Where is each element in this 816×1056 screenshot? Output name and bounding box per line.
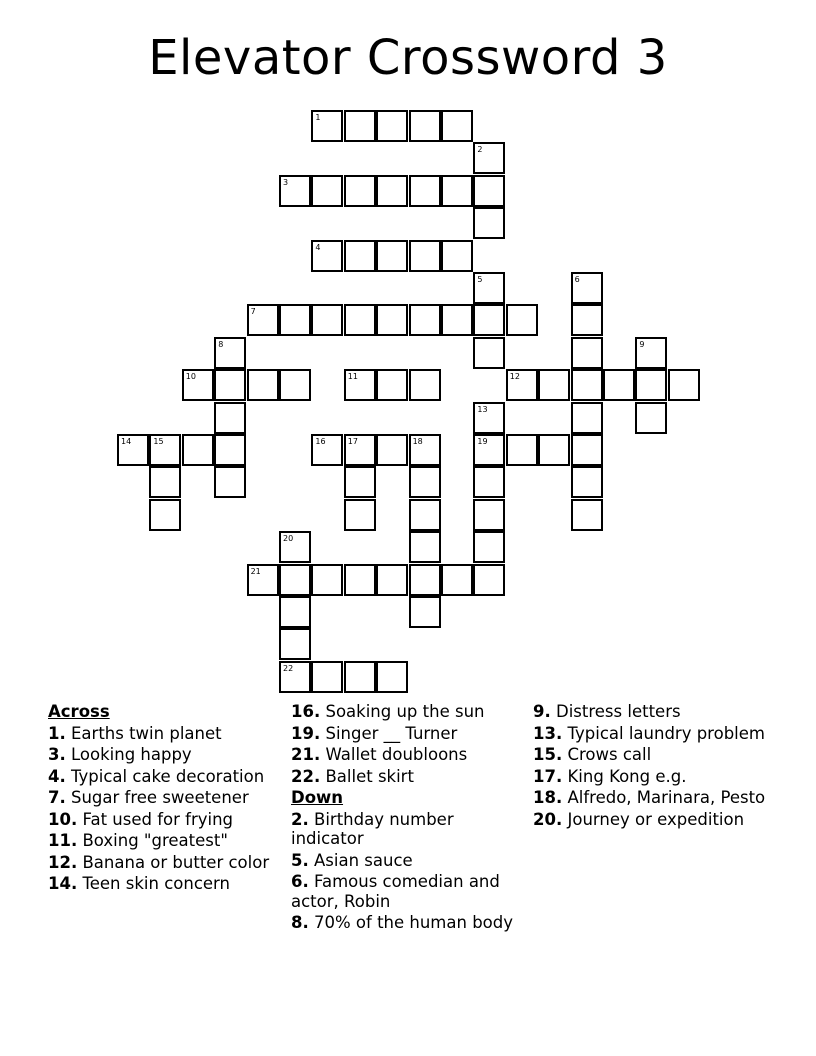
grid-cell[interactable] bbox=[473, 272, 505, 304]
grid-cell[interactable] bbox=[311, 434, 343, 466]
cell-number: 22 bbox=[283, 663, 294, 673]
clue-across-19: 19. Singer __ Turner bbox=[291, 723, 458, 743]
grid-cell[interactable] bbox=[668, 369, 700, 401]
clue-across-12: 12. Banana or butter color bbox=[48, 852, 270, 872]
grid-cell[interactable] bbox=[506, 369, 538, 401]
grid-cell[interactable] bbox=[409, 369, 441, 401]
grid-cell[interactable] bbox=[376, 240, 408, 272]
grid-cell[interactable] bbox=[344, 434, 376, 466]
cell-number: 16 bbox=[315, 437, 326, 446]
grid-cell[interactable] bbox=[473, 402, 505, 434]
grid-cell[interactable] bbox=[344, 304, 376, 336]
cell-number: 2 bbox=[477, 145, 483, 155]
grid-cell[interactable] bbox=[571, 402, 603, 434]
grid-cell[interactable] bbox=[473, 434, 505, 466]
clue-down-13: 13. Typical laundry problem bbox=[533, 723, 765, 743]
grid-cell[interactable] bbox=[409, 110, 441, 142]
grid-cell[interactable] bbox=[344, 564, 376, 596]
grid-cell[interactable] bbox=[214, 434, 246, 466]
cell-number: 8 bbox=[218, 339, 224, 349]
grid-cell[interactable] bbox=[473, 304, 505, 336]
grid-cell[interactable] bbox=[311, 175, 343, 207]
cell-number: 17 bbox=[347, 437, 358, 446]
cell-number: 13 bbox=[477, 404, 488, 414]
grid-cell[interactable] bbox=[279, 369, 311, 401]
cell-number: 20 bbox=[283, 534, 294, 544]
cell-number: 10 bbox=[185, 372, 196, 382]
grid-cell[interactable] bbox=[279, 531, 311, 563]
grid-cell[interactable] bbox=[473, 337, 505, 369]
grid-cell[interactable] bbox=[344, 499, 376, 531]
clue-down-20: 20. Journey or expedition bbox=[533, 809, 745, 829]
grid-cell[interactable] bbox=[409, 240, 441, 272]
down-heading: Down bbox=[291, 788, 344, 807]
grid-cell[interactable] bbox=[149, 466, 181, 498]
grid-cell[interactable] bbox=[376, 661, 408, 693]
grid-cell[interactable] bbox=[473, 564, 505, 596]
grid-cell[interactable] bbox=[311, 240, 343, 272]
across-heading: Across bbox=[48, 702, 110, 721]
clue-across-7: 7. Sugar free sweetener bbox=[48, 788, 249, 807]
grid-cell[interactable] bbox=[344, 240, 376, 272]
grid-cell[interactable] bbox=[117, 434, 149, 466]
clues-column-3 bbox=[533, 702, 773, 831]
grid-cell[interactable] bbox=[506, 434, 538, 466]
grid-cell[interactable] bbox=[247, 564, 279, 596]
cell-number: 1 bbox=[315, 113, 321, 122]
grid-cell[interactable] bbox=[279, 304, 311, 336]
grid-cell[interactable] bbox=[571, 337, 603, 369]
clue-down-9: 9. Distress letters bbox=[533, 702, 681, 721]
cell-number: 14 bbox=[121, 437, 132, 446]
grid-cell[interactable] bbox=[247, 369, 279, 401]
grid-cell[interactable] bbox=[376, 564, 408, 596]
grid-cell[interactable] bbox=[441, 564, 473, 596]
grid-cell[interactable] bbox=[635, 337, 667, 369]
grid-cell[interactable] bbox=[149, 499, 181, 531]
cell-number: 19 bbox=[477, 437, 488, 446]
cell-number: 9 bbox=[639, 339, 645, 349]
grid-cell[interactable] bbox=[603, 369, 635, 401]
grid-cell[interactable] bbox=[441, 175, 473, 207]
grid-cell[interactable] bbox=[473, 531, 505, 563]
grid-cell[interactable] bbox=[538, 434, 570, 466]
grid-cell[interactable] bbox=[571, 499, 603, 531]
grid-cell[interactable] bbox=[182, 434, 214, 466]
clue-across-1: 1. Earths twin planet bbox=[48, 723, 222, 743]
grid-cell[interactable] bbox=[247, 304, 279, 336]
grid-cell[interactable] bbox=[311, 661, 343, 693]
grid-cell[interactable] bbox=[376, 304, 408, 336]
grid-cell[interactable] bbox=[571, 304, 603, 336]
grid-cell[interactable] bbox=[409, 596, 441, 628]
grid-cell[interactable] bbox=[279, 628, 311, 660]
grid-cell[interactable] bbox=[635, 402, 667, 434]
grid-cell[interactable] bbox=[409, 304, 441, 336]
cell-number: 3 bbox=[283, 177, 289, 187]
clue-across-14: 14. Teen skin concern bbox=[48, 874, 231, 893]
grid-cell[interactable] bbox=[149, 434, 181, 466]
grid-cell[interactable] bbox=[376, 434, 408, 466]
clue-across-4: 4. Typical cake decoration bbox=[48, 766, 265, 786]
grid-cell[interactable] bbox=[441, 110, 473, 142]
clue-across-22: 22. Ballet skirt bbox=[291, 766, 414, 786]
grid-cell[interactable] bbox=[409, 175, 441, 207]
grid-cell[interactable] bbox=[214, 337, 246, 369]
cell-number: 18 bbox=[412, 437, 423, 446]
grid-cell[interactable] bbox=[279, 564, 311, 596]
clue-down-17: 17. King Kong e.g. bbox=[533, 766, 687, 786]
grid-cell[interactable] bbox=[376, 110, 408, 142]
grid-cell[interactable] bbox=[571, 466, 603, 498]
grid-cell[interactable] bbox=[506, 304, 538, 336]
grid-cell[interactable] bbox=[279, 596, 311, 628]
grid-cell[interactable] bbox=[473, 142, 505, 174]
grid-cell[interactable] bbox=[473, 466, 505, 498]
grid-cell[interactable] bbox=[635, 369, 667, 401]
grid-cell[interactable] bbox=[473, 499, 505, 531]
cell-number: 4 bbox=[315, 242, 321, 252]
clue-across-16: 16. Soaking up the sun bbox=[291, 702, 485, 721]
grid-cell[interactable] bbox=[344, 661, 376, 693]
clues-column-2 bbox=[291, 702, 521, 935]
grid-cell[interactable] bbox=[376, 175, 408, 207]
grid-cell[interactable] bbox=[409, 434, 441, 466]
grid-cell[interactable] bbox=[441, 240, 473, 272]
grid-cell[interactable] bbox=[571, 369, 603, 401]
clue-across-21: 21. Wallet doubloons bbox=[291, 745, 468, 764]
grid-cell[interactable] bbox=[409, 564, 441, 596]
grid-cell[interactable] bbox=[311, 564, 343, 596]
clue-down-6: 6. Famous comedian and actor, Robin bbox=[291, 872, 500, 911]
clue-across-10: 10. Fat used for frying bbox=[48, 809, 234, 829]
cell-number: 6 bbox=[574, 275, 580, 284]
grid-cell[interactable] bbox=[182, 369, 214, 401]
grid-cell[interactable] bbox=[344, 175, 376, 207]
grid-cell[interactable] bbox=[571, 272, 603, 304]
grid-cell[interactable] bbox=[214, 402, 246, 434]
grid-cell[interactable] bbox=[279, 661, 311, 693]
cell-number: 12 bbox=[509, 372, 520, 382]
cell-number: 21 bbox=[250, 566, 261, 576]
clues-column-1 bbox=[48, 702, 278, 896]
grid-cell[interactable] bbox=[311, 304, 343, 336]
grid-cell[interactable] bbox=[344, 466, 376, 498]
clue-across-3: 3. Looking happy bbox=[48, 745, 192, 764]
grid-cell[interactable] bbox=[409, 531, 441, 563]
grid-cell[interactable] bbox=[441, 304, 473, 336]
grid-cell[interactable] bbox=[409, 499, 441, 531]
cell-number: 11 bbox=[347, 372, 358, 382]
clue-down-2: 2. Birthday number indicator bbox=[291, 809, 454, 848]
grid-cell[interactable] bbox=[311, 110, 343, 142]
clue-down-8: 8. 70% of the human body bbox=[291, 913, 513, 932]
page-title: Elevator Crossword 3 bbox=[148, 30, 668, 86]
grid-cell[interactable] bbox=[376, 369, 408, 401]
grid-cell[interactable] bbox=[279, 175, 311, 207]
grid-cell[interactable] bbox=[344, 110, 376, 142]
grid-cell[interactable] bbox=[571, 434, 603, 466]
clue-across-11: 11. Boxing "greatest" bbox=[48, 831, 228, 850]
grid-cell[interactable] bbox=[214, 369, 246, 401]
grid-cell[interactable] bbox=[538, 369, 570, 401]
grid-cell[interactable] bbox=[473, 207, 505, 239]
grid-cell[interactable] bbox=[409, 466, 441, 498]
grid-cell[interactable] bbox=[214, 466, 246, 498]
grid-cell[interactable] bbox=[344, 369, 376, 401]
cell-number: 15 bbox=[153, 437, 164, 446]
cell-number: 7 bbox=[250, 307, 256, 317]
clue-down-5: 5. Asian sauce bbox=[291, 850, 413, 870]
cell-number: 5 bbox=[477, 275, 483, 284]
clue-down-15: 15. Crows call bbox=[533, 745, 652, 764]
clue-down-18: 18. Alfredo, Marinara, Pesto bbox=[533, 788, 766, 807]
grid-cell[interactable] bbox=[473, 175, 505, 207]
